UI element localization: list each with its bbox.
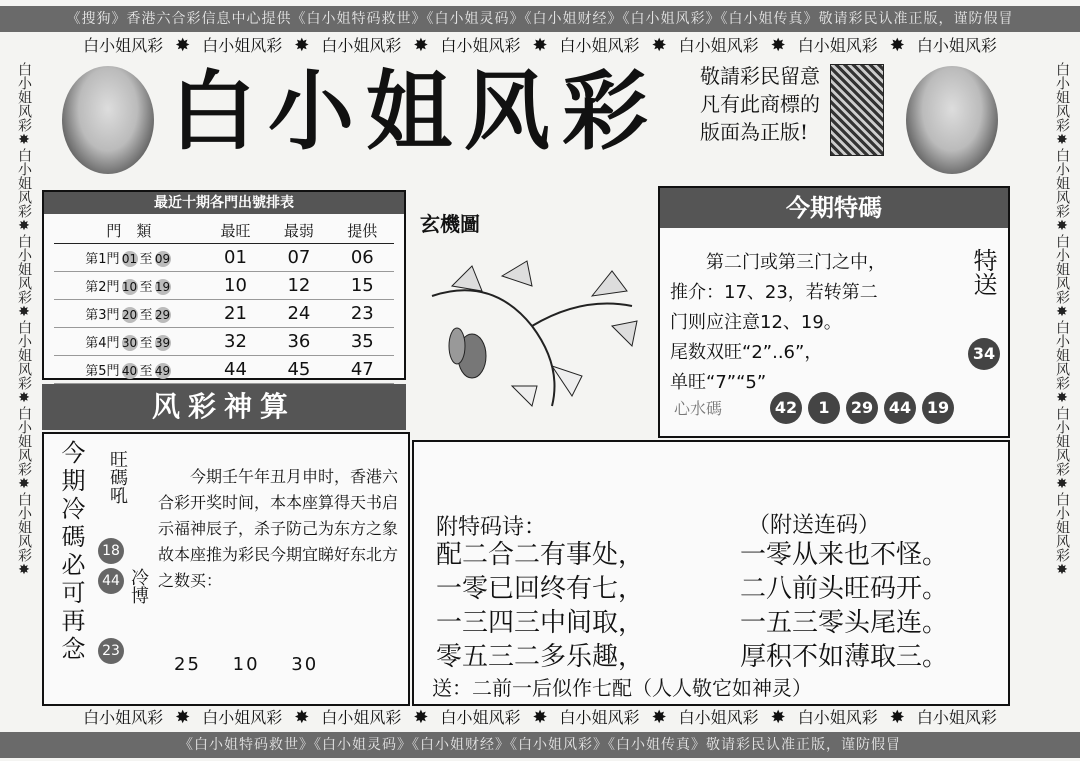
repeat-label: 白小姐风彩 bbox=[559, 708, 640, 727]
cold-ball: 23 bbox=[98, 638, 124, 664]
cold-ball-wrap bbox=[98, 638, 124, 664]
bottom-banner: 《白小姐特码救世》《白小姐灵码》《白小姐财经》《白小姐风彩》《白小姐传真》敬请彩民认准正版，谨防假冒 bbox=[0, 732, 1080, 758]
poem-line: 厚积不如薄取三。 bbox=[740, 642, 949, 672]
ranking-max: 01 bbox=[204, 244, 267, 272]
left-vertical-repeat bbox=[6, 62, 32, 702]
star-icon: ✸ bbox=[413, 35, 429, 56]
repeat-label: 白小姐风彩 bbox=[440, 36, 521, 55]
poem-box bbox=[412, 440, 1010, 706]
repeat-label: 白小姐风彩 bbox=[678, 708, 759, 727]
special-line: 第二门或第三门之中， bbox=[706, 252, 886, 273]
door-label: 第1門 bbox=[85, 252, 120, 267]
hot-ball: 18 bbox=[98, 538, 124, 564]
fengcai-number: 30 bbox=[291, 654, 319, 675]
table-row bbox=[54, 300, 394, 328]
range-word: 至 bbox=[139, 364, 153, 379]
notice-text bbox=[700, 62, 820, 146]
repeat-label: 白小姐风彩 bbox=[83, 36, 164, 55]
poem-line: 一零从来也不怪。 bbox=[740, 540, 949, 570]
table-row bbox=[54, 272, 394, 300]
ranking-max: 32 bbox=[204, 328, 267, 356]
ranking-min: 07 bbox=[267, 244, 330, 272]
xuanji-title: 玄機圖 bbox=[420, 212, 480, 236]
special-side-label: 特送 bbox=[969, 248, 997, 296]
table-row bbox=[54, 244, 394, 272]
special-line: 推介：17、23，若转第二 bbox=[670, 282, 878, 303]
heart-ball: 42 bbox=[770, 392, 802, 424]
table-row bbox=[54, 356, 394, 384]
cold-label: 冷博 bbox=[128, 568, 149, 604]
fengcai-numbers bbox=[174, 654, 318, 675]
range-from: 01 bbox=[121, 252, 138, 266]
ranking-box bbox=[42, 190, 406, 380]
ranking-row-label bbox=[54, 328, 204, 356]
repeat-label: 白小姐风彩✸ bbox=[1054, 62, 1070, 148]
special-side-ball: 34 bbox=[968, 338, 1000, 370]
special-line: 门则应注意12、19。 bbox=[670, 312, 842, 333]
range-word: 至 bbox=[139, 308, 153, 323]
page-title: 白小姐风彩 bbox=[170, 61, 660, 162]
fengcai-box bbox=[42, 432, 410, 706]
ranking-min: 24 bbox=[267, 300, 330, 328]
ranking-pick: 35 bbox=[331, 328, 394, 356]
star-icon: ✸ bbox=[889, 707, 905, 728]
ranking-row-label bbox=[54, 244, 204, 272]
repeat-label: 白小姐风彩 bbox=[440, 708, 521, 727]
poem-line: 配二合二有事处， bbox=[436, 540, 645, 570]
xuanji-flower-image bbox=[412, 236, 652, 416]
top-repeat-row bbox=[0, 32, 1080, 60]
special-box bbox=[658, 186, 1010, 438]
star-icon: ✸ bbox=[175, 35, 191, 56]
star-icon: ✸ bbox=[413, 707, 429, 728]
ranking-header: 最旺 bbox=[204, 218, 267, 244]
range-to: 29 bbox=[154, 308, 171, 322]
star-icon: ✸ bbox=[889, 35, 905, 56]
ranking-min: 45 bbox=[267, 356, 330, 384]
ranking-pick: 15 bbox=[331, 272, 394, 300]
ranking-pick: 06 bbox=[331, 244, 394, 272]
range-word: 至 bbox=[139, 336, 153, 351]
ranking-max: 10 bbox=[204, 272, 267, 300]
repeat-label: 白小姐风彩 bbox=[202, 36, 283, 55]
heart-label: 心水碼 bbox=[674, 399, 723, 418]
repeat-label: 白小姐风彩 bbox=[916, 36, 997, 55]
ranking-min: 36 bbox=[267, 328, 330, 356]
hot-balls bbox=[98, 538, 124, 594]
repeat-label: 白小姐风彩 bbox=[916, 708, 997, 727]
repeat-label: 白小姐风彩✸ bbox=[16, 62, 32, 148]
range-word: 至 bbox=[139, 280, 153, 295]
ranking-max: 44 bbox=[204, 356, 267, 384]
top-banner: 《搜狗》香港六合彩信息中心提供《白小姐特码救世》《白小姐灵码》《白小姐财经》《白小姐风彩》《白小姐传真》敬请彩民认准正版，谨防假冒 bbox=[0, 6, 1080, 32]
range-from: 20 bbox=[121, 308, 138, 322]
star-icon: ✸ bbox=[770, 707, 786, 728]
star-icon: ✸ bbox=[294, 707, 310, 728]
repeat-label: 白小姐风彩✸ bbox=[16, 406, 32, 492]
repeat-label: 白小姐风彩✸ bbox=[1054, 234, 1070, 320]
heart-balls bbox=[770, 392, 960, 424]
trademark-seal bbox=[830, 64, 884, 156]
star-icon: ✸ bbox=[294, 35, 310, 56]
door-label: 第4門 bbox=[85, 336, 120, 351]
poem-left bbox=[436, 538, 644, 674]
range-to: 49 bbox=[154, 364, 171, 378]
repeat-label: 白小姐风彩✸ bbox=[16, 148, 32, 234]
repeat-label: 白小姐风彩 bbox=[321, 36, 402, 55]
notice-line: 敬請彩民留意 bbox=[700, 64, 820, 88]
ranking-row-label bbox=[54, 272, 204, 300]
repeat-label: 白小姐风彩 bbox=[83, 708, 164, 727]
ranking-header: 提供 bbox=[331, 218, 394, 244]
poem-line: 一三四三中间取， bbox=[436, 608, 645, 638]
ranking-pick: 47 bbox=[331, 356, 394, 384]
hot-ball: 44 bbox=[98, 568, 124, 594]
repeat-label: 白小姐风彩 bbox=[797, 708, 878, 727]
special-side-ball-wrap bbox=[968, 338, 1000, 370]
star-icon: ✸ bbox=[175, 707, 191, 728]
range-from: 10 bbox=[121, 280, 138, 294]
special-line: 尾数双旺“2”..6”， bbox=[670, 342, 823, 363]
heart-ball: 29 bbox=[846, 392, 878, 424]
ranking-row-label bbox=[54, 300, 204, 328]
heart-ball: 19 bbox=[922, 392, 954, 424]
fengcai-text: 今期壬午年丑月申时，香港六合彩开奖时间，本本座算得天书启示福神辰子，杀子防己为东方之象故本座推为彩民今期宜睇好东北方之数买： bbox=[158, 467, 399, 590]
star-icon: ✸ bbox=[651, 707, 667, 728]
ranking-row-label bbox=[54, 356, 204, 384]
special-title: 今期特碼 bbox=[660, 188, 1008, 228]
heart-ball: 1 bbox=[808, 392, 840, 424]
poem-title: 附特码诗： bbox=[436, 515, 547, 540]
fengcai-title: 风彩神算 bbox=[42, 384, 406, 430]
repeat-label: 白小姐风彩 bbox=[678, 36, 759, 55]
special-line: 单旺“7”“5” bbox=[670, 372, 767, 393]
ranking-table bbox=[54, 218, 394, 384]
range-to: 19 bbox=[154, 280, 171, 294]
poem-side-title: （附送连码） bbox=[748, 513, 881, 538]
heart-ball: 44 bbox=[884, 392, 916, 424]
bottom-repeat-row bbox=[0, 704, 1080, 732]
poem-footer: 送：二前一后似作七配（人人敬它如神灵） bbox=[432, 676, 812, 700]
ranking-title: 最近十期各門出號排表 bbox=[44, 192, 404, 214]
fengcai-number: 25 bbox=[174, 654, 201, 675]
poem-line: 二八前头旺码开。 bbox=[740, 574, 949, 604]
range-from: 30 bbox=[121, 336, 138, 350]
star-icon: ✸ bbox=[532, 35, 548, 56]
fengcai-number: 10 bbox=[232, 654, 260, 675]
star-icon: ✸ bbox=[651, 35, 667, 56]
ranking-header: 最弱 bbox=[267, 218, 330, 244]
repeat-label: 白小姐风彩 bbox=[559, 36, 640, 55]
poem-line: 零五三二多乐趣， bbox=[436, 642, 645, 672]
poem-line: 一零已回终有七， bbox=[436, 574, 645, 604]
repeat-label: 白小姐风彩✸ bbox=[1054, 406, 1070, 492]
repeat-label: 白小姐风彩✸ bbox=[16, 234, 32, 320]
poem-line: 一五三零头尾连。 bbox=[740, 608, 949, 638]
range-word: 至 bbox=[139, 252, 153, 267]
repeat-label: 白小姐风彩✸ bbox=[1054, 320, 1070, 406]
star-icon: ✸ bbox=[770, 35, 786, 56]
notice-line: 版面為正版! bbox=[700, 120, 809, 144]
range-to: 09 bbox=[154, 252, 171, 266]
range-from: 40 bbox=[121, 364, 138, 378]
repeat-label: 白小姐风彩✸ bbox=[1054, 492, 1070, 578]
range-to: 39 bbox=[154, 336, 171, 350]
right-vertical-repeat bbox=[1044, 62, 1070, 702]
door-label: 第5門 bbox=[85, 364, 120, 379]
repeat-label: 白小姐风彩 bbox=[202, 708, 283, 727]
repeat-label: 白小姐风彩✸ bbox=[16, 320, 32, 406]
repeat-label: 白小姐风彩 bbox=[797, 36, 878, 55]
repeat-label: 白小姐风彩✸ bbox=[1054, 148, 1070, 234]
door-label: 第3門 bbox=[85, 308, 120, 323]
repeat-label: 白小姐风彩✸ bbox=[16, 492, 32, 578]
poem-right bbox=[740, 538, 948, 674]
ranking-pick: 23 bbox=[331, 300, 394, 328]
repeat-label: 白小姐风彩 bbox=[321, 708, 402, 727]
ranking-max: 21 bbox=[204, 300, 267, 328]
cold-vertical-text: 今期冷碼必可再念 bbox=[57, 440, 85, 664]
door-label: 第2門 bbox=[85, 280, 120, 295]
table-row bbox=[54, 328, 394, 356]
ranking-min: 12 bbox=[267, 272, 330, 300]
special-text bbox=[670, 248, 960, 398]
ranking-header: 門 類 bbox=[54, 218, 204, 244]
hot-label: 旺碼吼 bbox=[107, 450, 128, 504]
star-icon: ✸ bbox=[532, 707, 548, 728]
notice-line: 凡有此商標的 bbox=[700, 92, 820, 116]
portrait-right bbox=[906, 66, 998, 174]
portrait-left bbox=[62, 66, 154, 174]
